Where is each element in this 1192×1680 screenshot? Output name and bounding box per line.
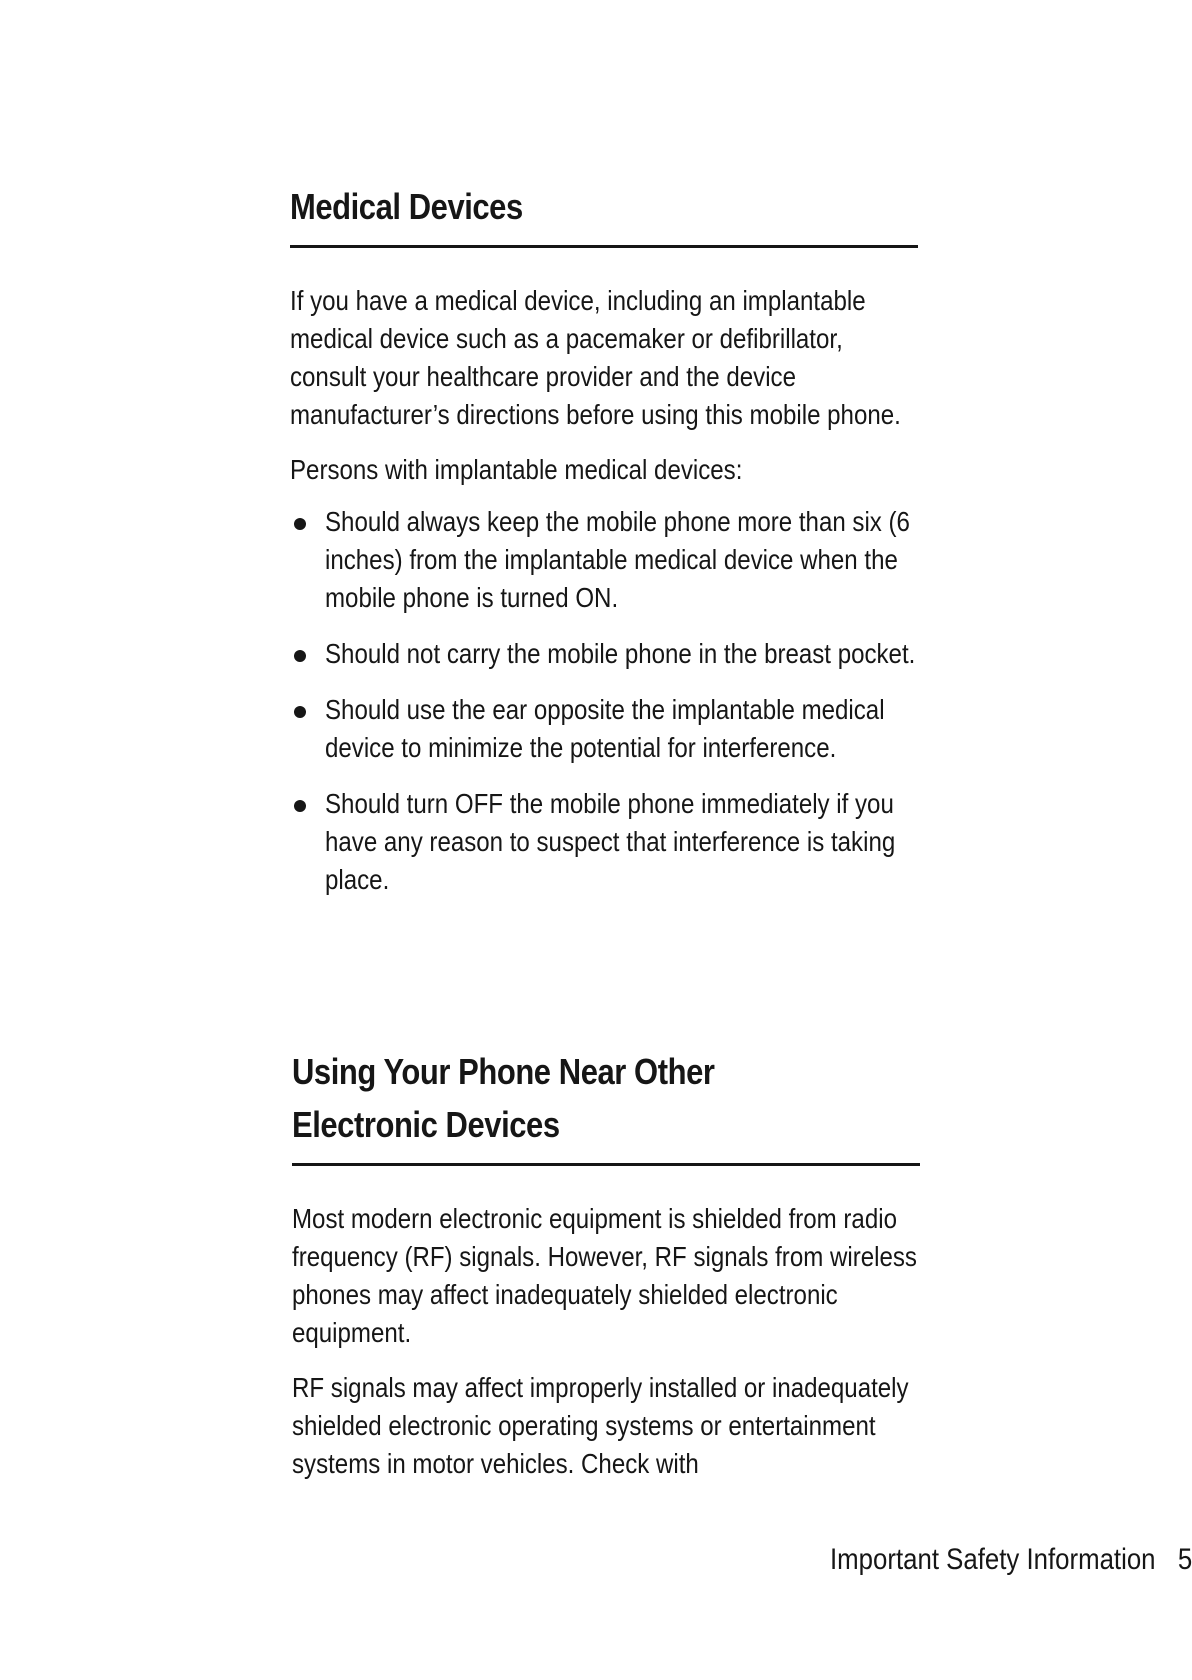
list-item xyxy=(290,785,920,899)
heading-rule xyxy=(290,245,918,248)
running-title: Important Safety Information xyxy=(830,1543,1156,1576)
bullet-icon xyxy=(294,650,306,662)
section-other-electronic-devices xyxy=(292,1045,922,1483)
section-heading: Medical Devices xyxy=(290,186,523,227)
page-footer xyxy=(830,1540,1192,1580)
bullet-list xyxy=(290,503,920,899)
bullet-icon xyxy=(294,706,306,718)
paragraph: If you have a medical device, including an implantable medical device such as a pacemaker or defibrillator, consult your healthcare provider and the device manufacturer’s directions before using this mobile phone. xyxy=(290,285,901,430)
paragraph: RF signals may affect improperly installed or inadequately shielded electronic operating systems or entertainment systems in motor vehicles. Check with xyxy=(292,1372,909,1479)
bullet-icon xyxy=(294,518,306,530)
bullet-icon xyxy=(294,800,306,812)
paragraph: Most modern electronic equipment is shielded from radio frequency (RF) signals. However, RF signals from wireless phones may affect inadequately shielded electronic equipment. xyxy=(292,1203,917,1348)
document-page xyxy=(290,0,1192,1680)
list-item xyxy=(290,691,920,767)
paragraph: Persons with implantable medical devices: xyxy=(290,454,743,485)
section-heading-line-2: Electronic Devices xyxy=(292,1104,560,1145)
section-heading-line-1: Using Your Phone Near Other xyxy=(292,1051,715,1092)
list-item-text: Should turn OFF the mobile phone immediately if you have any reason to suspect that interference is taking place. xyxy=(325,788,896,895)
list-item-text: Should use the ear opposite the implantable medical device to minimize the potential for interference. xyxy=(325,694,885,763)
heading-rule xyxy=(292,1163,920,1166)
list-item-text: Should not carry the mobile phone in the breast pocket. xyxy=(325,638,916,669)
list-item xyxy=(290,503,920,617)
list-item xyxy=(290,635,920,673)
page-number: 5 xyxy=(1177,1543,1192,1576)
list-item-text: Should always keep the mobile phone more than six (6 inches) from the implantable medical device when the mobile phone is turned ON. xyxy=(325,506,910,613)
section-medical-devices xyxy=(290,180,920,899)
